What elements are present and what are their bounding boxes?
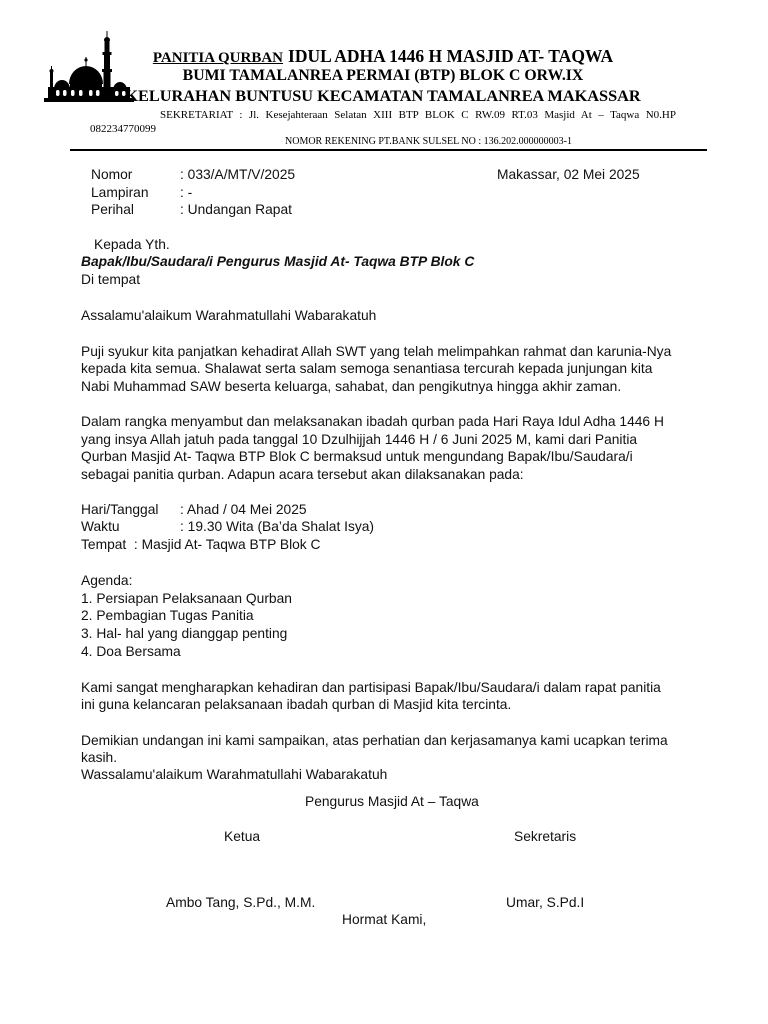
- place-date: Makassar, 02 Mei 2025: [497, 167, 640, 182]
- event-day-label: Hari/Tanggal: [81, 502, 159, 517]
- event-time-value: : 19.30 Wita (Ba’da Shalat Isya): [180, 519, 375, 534]
- secretary-title: Sekretaris: [514, 829, 577, 844]
- attachment-label: Lampiran: [91, 185, 149, 200]
- chair-name: Ambo Tang, S.Pd., M.M.: [166, 895, 316, 910]
- paragraph-3-line: ini guna kelancaran pelaksanaan ibadah qurban di Masjid kita tercinta.: [81, 697, 512, 712]
- committee-label: PANITIA QURBAN: [152, 50, 284, 66]
- secretary-name: Umar, S.Pd.I: [506, 895, 585, 910]
- letterhead-phone: 082234770099: [90, 123, 156, 135]
- chair-title: Ketua: [224, 829, 261, 844]
- regards: Hormat Kami,: [342, 912, 427, 927]
- subject-value: : Undangan Rapat: [180, 202, 292, 217]
- letterhead-title-line: [0, 46, 766, 68]
- subject-label: Perihal: [91, 202, 134, 217]
- recipient-name: Bapak/Ibu/Saudara/i Pengurus Masjid At- Taqwa BTP Blok C: [81, 254, 475, 269]
- greeting: Assalamu'alaikum Warahmatullahi Wabarakatuh: [81, 308, 377, 323]
- agenda-item: 3. Hal- hal yang dianggap penting: [81, 626, 288, 641]
- letterhead-title: IDUL ADHA 1446 H MASJID AT- TAQWA: [288, 46, 614, 66]
- event-day-value: : Ahad / 04 Mei 2025: [180, 502, 307, 517]
- event-place: Tempat : Masjid At- Taqwa BTP Blok C: [81, 537, 321, 552]
- event-time-label: Waktu: [81, 519, 120, 534]
- letterhead-secretariat: SEKRETARIAT : Jl. Kesejahteraan Selatan XIII BTP BLOK C RW.09 RT.03 Masjid At – Taqwa N0.HP: [160, 109, 676, 121]
- paragraph-2-line: Dalam rangka menyambut dan melaksanakan ibadah qurban pada Hari Raya Idul Adha 1446 H: [81, 414, 664, 429]
- number-label: Nomor: [91, 167, 133, 182]
- closing-greeting: Wassalamu'alaikum Warahmatullahi Wabarakatuh: [81, 767, 388, 782]
- paragraph-1-line: Nabi Muhammad SAW beserta keluarga, sahabat, dan pengikutnya hingga akhir zaman.: [81, 379, 622, 394]
- number-value: : 033/A/MT/V/2025: [180, 167, 296, 182]
- paragraph-4-line: Demikian undangan ini kami sampaikan, atas perhatian dan kerjasamanya kami ucapkan terima: [81, 733, 668, 748]
- letterhead-district-line: KELURAHAN BUNTUSU KECAMATAN TAMALANREA MAKASSAR: [125, 86, 641, 105]
- recipient-salutation: Kepada Yth.: [94, 237, 170, 252]
- agenda-item: 4. Doa Bersama: [81, 644, 181, 659]
- letterhead-address-line: BUMI TAMALANREA PERMAI (BTP) BLOK C ORW.IX: [182, 67, 584, 84]
- paragraph-1-line: Puji syukur kita panjatkan kehadirat Allah SWT yang telah melimpahkan rahmat dan karunia-Nya: [81, 344, 672, 359]
- paragraph-3-line: Kami sangat mengharapkan kehadiran dan partisipasi Bapak/Ibu/Saudara/i dalam rapat panitia: [81, 680, 661, 695]
- paragraph-1-line: kepada kita semua. Shalawat serta salam semoga senantiasa tercurah kepada junjungan kita: [81, 361, 653, 376]
- agenda-item: 1. Persiapan Pelaksanaan Qurban: [81, 591, 292, 606]
- paragraph-2-line: yang insya Allah jatuh pada tanggal 10 Dzulhijjah 1446 H / 6 Juni 2025 M, kami dari Panitia: [81, 432, 638, 447]
- paragraph-2-line: Qurban Masjid At- Taqwa BTP Blok C bermaksud untuk mengundang Bapak/Ibu/Saudara/i: [81, 449, 633, 464]
- paragraph-2-line: sebagai panitia qurban. Adapun acara tersebut akan dilaksanakan pada:: [81, 467, 524, 482]
- agenda-item: 2. Pembagian Tugas Panitia: [81, 608, 254, 623]
- agenda-title: Agenda:: [81, 573, 133, 588]
- letterhead-bank-account: NOMOR REKENING PT.BANK SULSEL NO : 136.202.000000003-1: [285, 136, 572, 147]
- attachment-value: : -: [180, 185, 193, 200]
- paragraph-4-line: kasih.: [81, 750, 118, 765]
- signature-organization: Pengurus Masjid At – Taqwa: [305, 794, 479, 809]
- recipient-location: Di tempat: [81, 272, 141, 287]
- letterhead-divider: [70, 149, 707, 151]
